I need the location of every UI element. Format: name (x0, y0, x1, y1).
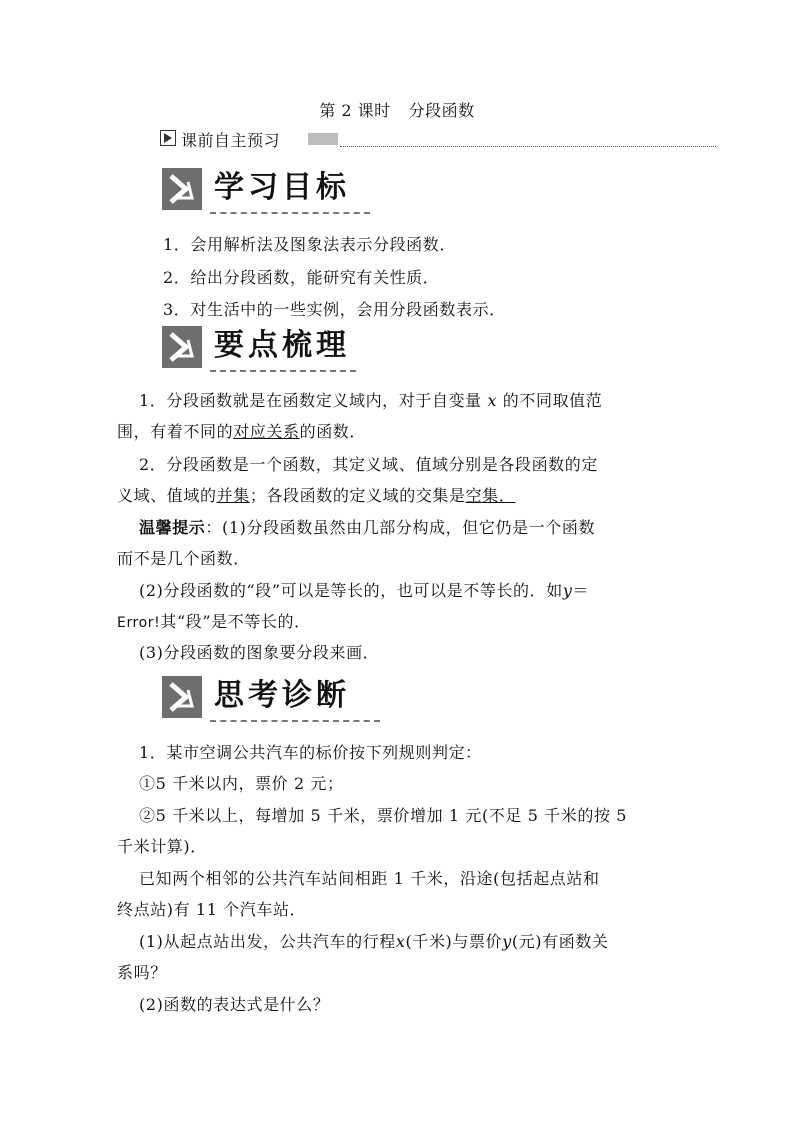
tip-2-line-1: (2)分段函数的“段”可以是等长的，也可以是不等长的．如y＝ (139, 581, 590, 600)
heading-underline (210, 720, 380, 722)
objectives-heading (162, 168, 374, 214)
key-point-1-line-2: 围，有着不同的对应关系的函数． (117, 422, 367, 441)
key-point-2-line-2: 义域、值域的并集；各段函数的定义域的交集是空集． (117, 486, 516, 505)
arrow-icon (162, 168, 202, 210)
underlined-answer: 并集 (216, 486, 250, 505)
think-title: 思考诊断 (214, 678, 350, 713)
objective-item: 3．对生活中的一些实例，会用分段函数表示． (163, 300, 506, 319)
think-heading (162, 676, 384, 722)
lesson-topic: 分段函数 (408, 101, 475, 120)
tip-label: 温馨提示 (139, 518, 206, 537)
key-points-title: 要点梳理 (214, 328, 350, 363)
arrow-icon (162, 676, 202, 718)
condition-line-1: 已知两个相邻的公共汽车站间相距 1 千米，沿途(包括起点站和 (139, 869, 600, 888)
objective-item: 2．给出分段函数，能研究有关性质． (163, 268, 440, 287)
page-title (0, 98, 794, 121)
lesson-number: 第 2 课时 (319, 101, 391, 120)
objectives-title: 学习目标 (214, 170, 350, 205)
sub-question-2: (2)函数的表达式是什么？ (139, 995, 330, 1014)
condition-line-2: 终点站)有 11 个汽车站． (117, 900, 307, 919)
banner-label: 课前自主预习 (181, 131, 281, 150)
objective-item: 1．会用解析法及图象法表示分段函数． (163, 235, 456, 254)
tip-line-2: 而不是几个函数． (117, 549, 250, 568)
tip-2-line-2: Error!其“段”是不等长的． (117, 612, 311, 631)
arrow-icon (162, 326, 202, 368)
banner-block (308, 133, 338, 145)
rule-2-line-2: 千米计算)． (117, 837, 207, 856)
tip-line-1: 温馨提示：(1)分段函数虽然由几部分构成，但它仍是一个函数 (139, 518, 596, 537)
error-token: Error! (117, 615, 161, 631)
rule-1: ①5 千米以内，票价 2 元； (139, 774, 344, 793)
underlined-answer: 对应关系 (233, 422, 300, 441)
key-point-1-line-1: 1．分段函数就是在函数定义域内，对于自变量 x 的不同取值范 (139, 391, 603, 410)
tip-3: (3)分段函数的图象要分段来画． (139, 643, 380, 662)
play-icon (160, 130, 176, 146)
heading-underline (210, 370, 356, 372)
underlined-answer: 空集． (465, 486, 516, 505)
key-points-heading (162, 326, 360, 372)
sub-question-1-line-1: (1)从起点站出发，公共汽车的行程x(千米)与票价y(元)有函数关 (139, 932, 609, 951)
sub-question-1-line-2: 系吗？ (117, 963, 167, 982)
question-1: 1．某市空调公共汽车的标价按下列规则判定： (139, 743, 482, 762)
heading-underline (210, 212, 370, 214)
key-point-2-line-1: 2．分段函数是一个函数，其定义域、值域分别是各段函数的定 (139, 455, 598, 474)
section-banner (160, 128, 716, 150)
rule-2-line-1: ②5 千米以上，每增加 5 千米，票价增加 1 元(不足 5 千米的按 5 (139, 806, 628, 825)
banner-divider (340, 146, 716, 147)
